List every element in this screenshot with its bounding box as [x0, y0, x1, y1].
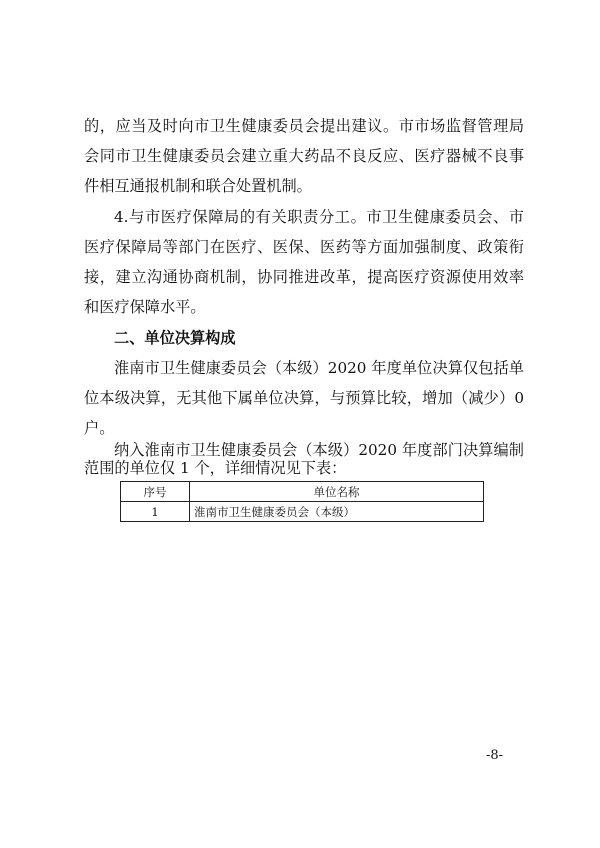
paragraph-4-line-2: 范围的单位仅 1 个，详细情况见下表：: [84, 459, 347, 477]
paragraph-3-line-2: 位本级决算，无其他下属单位决算，与预算比较，增加（减少）0: [84, 389, 524, 407]
cell-no: 1: [121, 502, 190, 522]
header-no: 序号: [121, 482, 190, 502]
paragraph-2-line-3: 接，建立沟通协商机制，协同推进改革，提高医疗资源使用效率: [84, 268, 524, 286]
paragraph-3-line-3: 户。: [84, 419, 115, 437]
paragraph-1-line-1: 的，应当及时向市卫生健康委员会提出建议。市市场监督管理局: [84, 117, 524, 135]
table-header-row: [121, 482, 484, 502]
paragraph-3-line-1: 淮南市卫生健康委员会（本级）2020 年度单位决算仅包括单: [114, 359, 524, 377]
paragraph-2-line-2: 医疗保障局等部门在医疗、医保、医药等方面加强制度、政策衔: [84, 238, 524, 256]
paragraph-1-line-2: 会同市卫生健康委员会建立重大药品不良反应、医疗器械不良事: [84, 147, 524, 165]
paragraph-1-line-3: 件相互通报机制和联合处置机制。: [84, 177, 312, 195]
table-row: [121, 502, 484, 522]
cell-name: 淮南市卫生健康委员会（本级）: [190, 502, 484, 522]
paragraph-2-line-4: 和医疗保障水平。: [84, 298, 206, 316]
page-number: -8-: [486, 748, 504, 763]
header-name: 单位名称: [190, 482, 484, 502]
paragraph-2-line-1: 4.与市医疗保障局的有关职责分工。市卫生健康委员会、市: [114, 208, 524, 226]
paragraph-4-line-1: 纳入淮南市卫生健康委员会（本级）2020 年度部门决算编制: [114, 441, 524, 459]
section-heading: 二、单位决算构成: [114, 329, 236, 347]
unit-table: [120, 481, 484, 522]
